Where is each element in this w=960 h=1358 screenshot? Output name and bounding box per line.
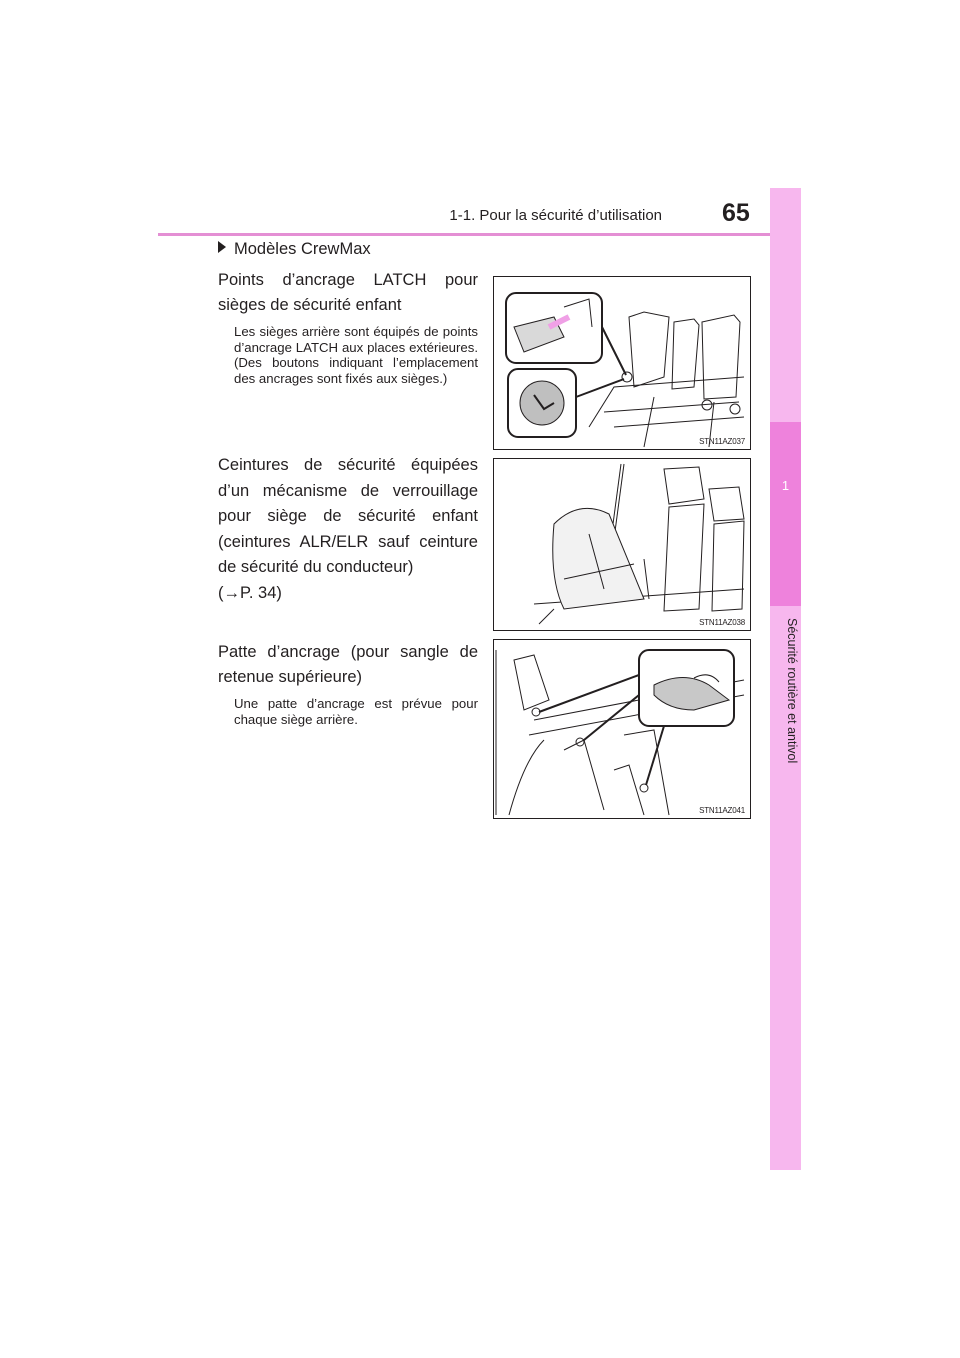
figure-label: STN11AZ038: [699, 618, 745, 627]
chapter-tab: [770, 188, 801, 1170]
child-seat-illustration: [494, 459, 750, 630]
figure-latch-anchors: [493, 276, 751, 450]
item-body: Les sièges arrière sont équipés de points d’ancrage LATCH aux places extérieures. (Des boutons indiquant l’emplacement des ancrages sont fixés aux sièges.): [234, 324, 478, 386]
chapter-title: Sécurité routière et antivol: [785, 618, 799, 764]
item-anchor-bracket: [218, 640, 478, 727]
subhead-text: Modèles CrewMax: [234, 240, 371, 258]
latch-anchors-illustration: [494, 277, 750, 449]
item-heading: Points d’ancrage LATCH pour sièges de sécurité enfant: [218, 271, 478, 314]
chapter-number: 1: [781, 478, 790, 493]
subhead: [218, 240, 371, 259]
anchor-bracket-illustration: [494, 640, 750, 818]
figure-label: STN11AZ037: [699, 437, 745, 446]
section-title: 1-1. Pour la sécurité d’utilisation: [449, 207, 662, 224]
triangle-bullet-icon: [218, 241, 226, 253]
header-rule: [158, 233, 800, 236]
item-latch: [218, 268, 478, 386]
figure-child-seat: [493, 458, 751, 631]
item-body: Une patte d’ancrage est prévue pour chaque siège arrière.: [234, 696, 478, 727]
page-number: 65: [722, 199, 750, 227]
figure-label: STN11AZ041: [699, 806, 745, 815]
item-heading: Patte d’ancrage (pour sangle de retenue supérieure): [218, 643, 478, 686]
item-belts: [218, 453, 478, 606]
item-heading: Ceintures de sécurité équipées d’un mécanisme de verrouillage pour siège de sécurité enfant (ceintures ALR/ELR sauf ceinture de sécurité du conducteur): [218, 456, 478, 576]
chapter-number-box: [770, 422, 801, 606]
item-reference: (→P. 34): [218, 583, 282, 602]
figure-anchor-bracket: [493, 639, 751, 819]
